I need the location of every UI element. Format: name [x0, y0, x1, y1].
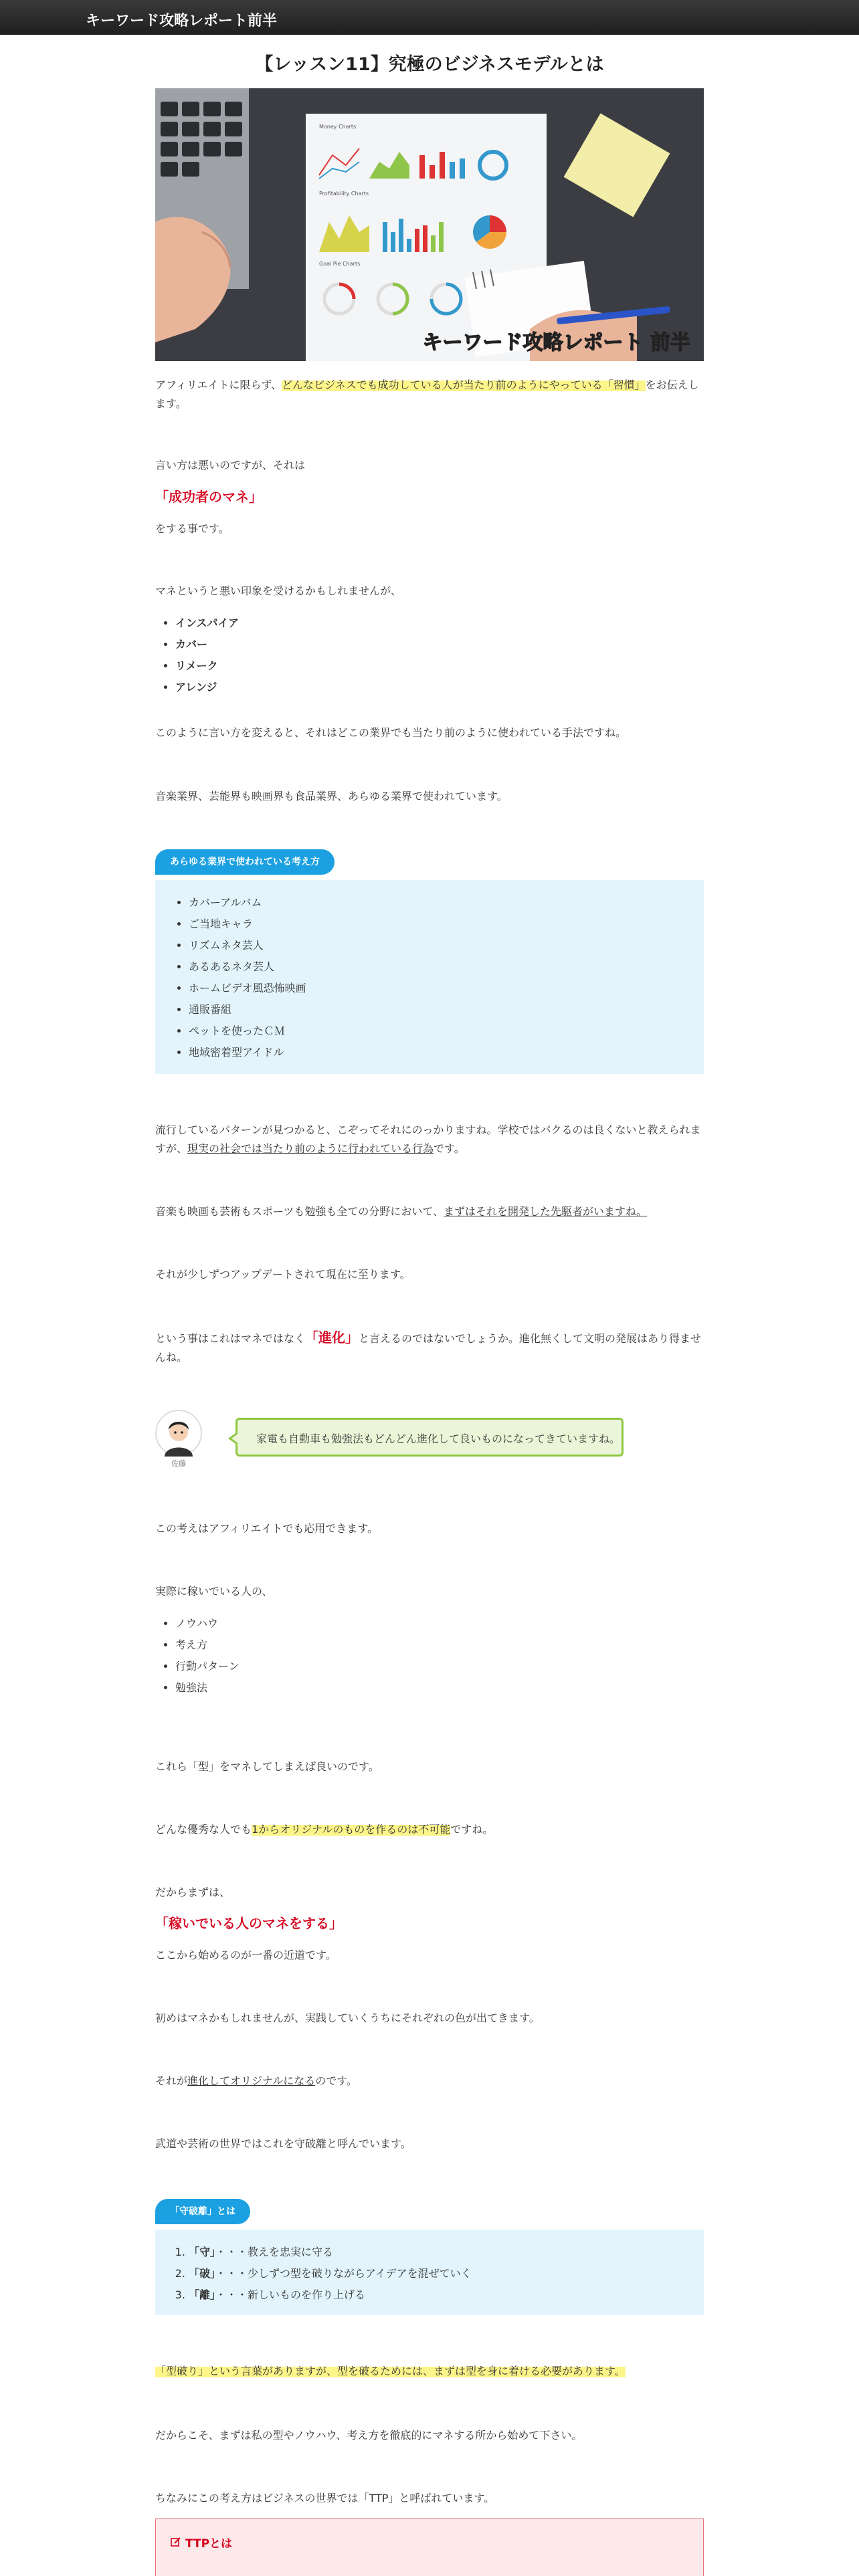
text: ですね。 — [450, 1823, 494, 1836]
site-header — [0, 0, 859, 35]
paragraph — [155, 1121, 704, 1158]
edit-icon — [171, 2537, 181, 2547]
list-item: • ペットを使ったＣＭ — [189, 1021, 704, 1042]
text: をお伝えします。 — [155, 379, 699, 410]
term: 「守」 — [189, 2246, 216, 2258]
text: と言えるのではないでしょうか。進化無くして文明の発展はあり得ませんね。 — [155, 1332, 702, 1364]
text: ・・・新しいものを作り上げる — [215, 2288, 366, 2301]
avatar-name: 佐藤 — [171, 1459, 186, 1468]
paragraph: ここから始めるのが一番の近道です。 — [155, 1949, 337, 1961]
text: という事はこれはマネではなく — [155, 1332, 306, 1345]
term: 「離」 — [189, 2288, 216, 2301]
text: それが — [155, 2074, 188, 2087]
paragraph: だからこそ、まずは私の型やノウハウ、考え方を徹底的にマネする所から始めて下さい。 — [155, 2429, 583, 2442]
text: ・・・少しずつ型を破りながらアイデアを混ぜていく — [215, 2267, 472, 2280]
ttp-title: TTPとは — [185, 2537, 233, 2551]
box-label: あらゆる業界で使われている考え方 — [155, 849, 335, 875]
emphasis-red: 「成功者のマネ」 — [155, 489, 262, 505]
paragraph: 初めはマネかもしれませんが、実践していくうちにそれぞれの色が出てきます。 — [155, 2012, 540, 2024]
avatar-icon — [155, 1410, 202, 1457]
paragraph — [155, 2362, 704, 2381]
site-title[interactable]: キーワード攻略レポート前半 — [86, 13, 278, 29]
list-item: • 行動パターン — [175, 1656, 240, 1677]
list-item: • リズムネタ芸人 — [189, 935, 704, 956]
underline-text: 進化してオリジナルになる — [187, 2074, 316, 2087]
paragraph: 武道や芸術の世界ではこれを守破離と呼んでいます。 — [155, 2137, 411, 2150]
list-item — [189, 2263, 704, 2284]
underline-text: まずはそれを開発した先駆者がいますね。 — [444, 1205, 648, 1218]
list-item: • アレンジ — [175, 677, 239, 698]
term: 「破」 — [189, 2267, 216, 2280]
list-item: • 地域密着型アイドル — [189, 1042, 704, 1063]
text: のです。 — [315, 2074, 357, 2087]
list-item: • ホームビデオ風恐怖映画 — [189, 978, 704, 999]
paragraph: この考えはアフィリエイトでも応用できます。 — [155, 1522, 379, 1535]
paragraph: をする事です。 — [155, 522, 229, 535]
paragraph: これら「型」をマネしてしまえば良いのです。 — [155, 1760, 379, 1773]
article — [155, 35, 704, 2504]
speech-balloon — [155, 1410, 704, 1470]
text: 音楽も映画も芸術もスポーツも勉強も全ての分野において、 — [155, 1205, 444, 1218]
underline-text: 現実の社会では当たり前のように行われている行為 — [187, 1142, 434, 1155]
list-item: • カバーアルバム — [189, 892, 704, 914]
list-item: • リメーク — [175, 655, 239, 677]
paragraph: だからまずは、 — [155, 1886, 231, 1899]
list-techniques — [155, 613, 239, 698]
list-item — [189, 2284, 704, 2306]
paragraph: それが少しずつアップデートされて現在に至ります。 — [155, 1268, 411, 1281]
highlight-text: どんなビジネスでも成功している人が当たり前のようにやっている「習慣」 — [282, 379, 646, 391]
text: ・・・教えを忠実に守る — [215, 2246, 334, 2258]
paragraph — [155, 1202, 704, 1221]
list-item: • インスパイア — [175, 613, 239, 634]
hero-caption: キーワード攻略レポート 前半 — [422, 331, 690, 354]
info-box-shuhari — [155, 2230, 704, 2315]
emphasis-red: 「進化」 — [305, 1329, 359, 1346]
hero-illustration — [155, 88, 704, 361]
ttp-box — [155, 2518, 704, 2576]
list-item — [189, 2242, 704, 2263]
paragraph: マネというと悪い印象を受けるかもしれませんが、 — [155, 584, 402, 597]
paragraph: 音楽業界、芸能界も映画界も食品業界、あらゆる業界で使われています。 — [155, 790, 508, 802]
paragraph: 実際に稼いでいる人の、 — [155, 1585, 273, 1598]
industry-list — [155, 880, 704, 1075]
paragraph: 言い方は悪いのですが、それは — [155, 459, 306, 471]
text: 流行しているパターンが見つかると、こぞってそれにのっかりますね。学校ではパクるのは良くないと教えられますが、 — [155, 1123, 701, 1155]
shuhari-list — [155, 2230, 704, 2318]
emphasis-red: 「稼いでいる人のマネをする」 — [155, 1915, 343, 1931]
list-item: • ノウハウ — [175, 1613, 240, 1634]
list-item: • あるあるネタ芸人 — [189, 956, 704, 978]
list-item: • 勉強法 — [175, 1677, 240, 1699]
paragraph — [155, 1328, 704, 1367]
text: どんな優秀な人でも — [155, 1823, 252, 1836]
box-label: 「守破離」とは — [155, 2199, 250, 2224]
hero-image — [155, 88, 704, 361]
list-item: • 考え方 — [175, 1634, 240, 1656]
list-item: • カバー — [175, 634, 239, 655]
paragraph: このように言い方を変えると、それはどこの業界でも当たり前のように使われている手法ですね。 — [155, 726, 627, 739]
highlight-text: 「型破り」という言葉がありますが、型を破るためには、まずは型を身に着ける必要があります。 — [155, 2365, 626, 2377]
list-item: • 通販番組 — [189, 999, 704, 1021]
article-title: 【レッスン11】究極のビジネスモデルとは — [255, 54, 604, 75]
text: です。 — [434, 1142, 465, 1155]
list-item: • ご当地キャラ — [189, 914, 704, 935]
svg-text:Profitability Charts: Profitability Charts — [319, 191, 369, 197]
paragraph — [155, 1820, 704, 1839]
list-types — [155, 1613, 240, 1699]
paragraph-intro — [155, 376, 704, 413]
svg-text:Goal Pie Charts: Goal Pie Charts — [319, 261, 361, 267]
svg-text:Money Charts: Money Charts — [319, 124, 357, 130]
paragraph: ちなみにこの考え方はビジネスの世界では「TTP」と呼ばれています。 — [155, 2492, 495, 2504]
speech-text: 家電も自動車も勉強法もどんどん進化して良いものになってきていますね。 — [235, 1418, 624, 1457]
paragraph — [155, 2072, 704, 2090]
highlight-text: 1からオリジナルのものを作るのは不可能 — [252, 1823, 451, 1836]
text: アフィリエイトに限らず、 — [155, 379, 282, 391]
info-box-industries — [155, 880, 704, 1074]
